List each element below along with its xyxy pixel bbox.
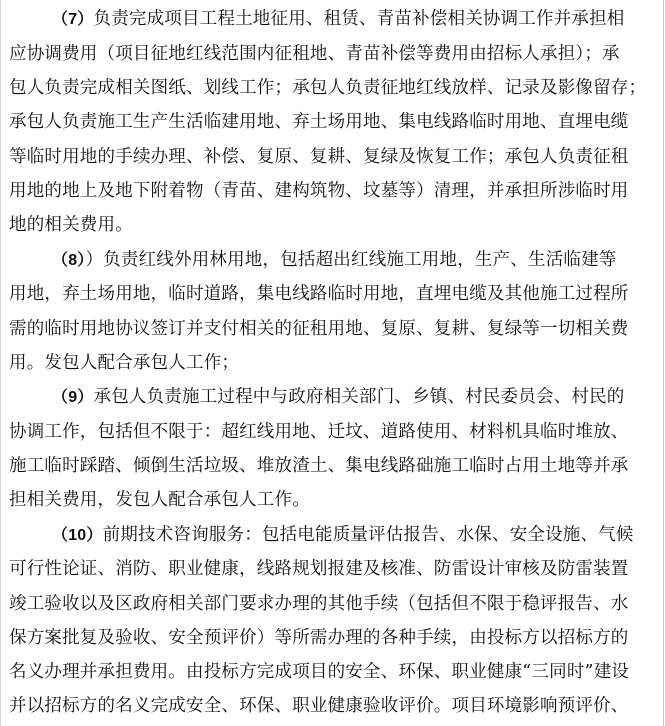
text-line: （9）承包人负责施工过程中与政府相关部门、乡镇、村民委员会、村民的 [52,387,625,407]
text-line: （7）负责完成项目工程土地征用、租赁、青苗补偿相关协调工作并承担相 [52,9,625,29]
paragraph-number: （8） [52,252,86,269]
text-line: 等临时用地的手续办理、补偿、复原、复耕、复绿及恢复工作；承包人负责征租 [9,147,629,167]
paragraph-number: （9） [52,389,94,406]
text-line: 用地，弃土场用地，临时道路，集电线路临时用地，直埋电缆及其他施工过程所 [9,284,629,304]
text-line: 用。发包人配合承包人工作； [9,353,240,373]
text-line: 包人负责完成相关图纸、划线工作；承包人负责征地红线放样、记录及影像留存； [9,78,647,98]
text-line: 需的临时用地协议签订并支付相关的征租用地、复原、复耕、复绿等一切相关费 [9,319,629,339]
text-line: （10）前期技术咨询服务：包括电能质量评估报告、水保、安全设施、气候 [52,525,634,545]
paragraph-number: （7） [52,11,94,28]
text-line: 应协调费用（项目征地红线范围内征租地、青苗补偿等费用由招标人承担）；承 [9,44,620,64]
text-line: 担相关费用，发包人配合承包人工作。 [9,490,310,510]
text-line: 地的相关费用。 [9,215,133,235]
text-line: 可行性论证、消防、职业健康，线路规划报建及核准、防雷设计审核及防雷装置 [9,559,629,579]
paragraph-number: （10） [52,527,103,544]
text-line: 承包人负责施工生产生活临建用地、弃土场用地、集电线路临时用地、直埋电缆 [9,112,629,132]
text-line: 并以招标方的名义完成安全、环保、职业健康验收评价。项目环境影响预评价、 [9,696,629,716]
text-line: 竣工验收以及区政府相关部门要求办理的其他手续（包括但不限于稳评报告、水 [9,594,629,614]
text-line: 协调工作，包括但不限于：超红线用地、迁坟、道路使用、材料机具临时堆放、 [9,422,629,442]
page-left-border [0,0,1,726]
page-right-border [663,0,664,726]
text-line: （8））负责红线外用林用地，包括超出红线施工用地，生产、生活临建等 [52,250,617,270]
text-line: 用地的地上及地下附着物（青苗、建构筑物、坟墓等）清理，并承担所涉临时用 [9,181,629,201]
text-line: 保方案批复及验收、安全预评价）等所需办理的各种手续，由投标方以招标方的 [9,628,629,648]
text-line: 名义办理并承担费用。由投标方完成项目的安全、环保、职业健康“三同时”建设 [9,662,630,682]
text-line: 施工临时踩踏、倾倒生活垃圾、堆放渣土、集电线路础施工临时占用土地等并承 [9,456,629,476]
